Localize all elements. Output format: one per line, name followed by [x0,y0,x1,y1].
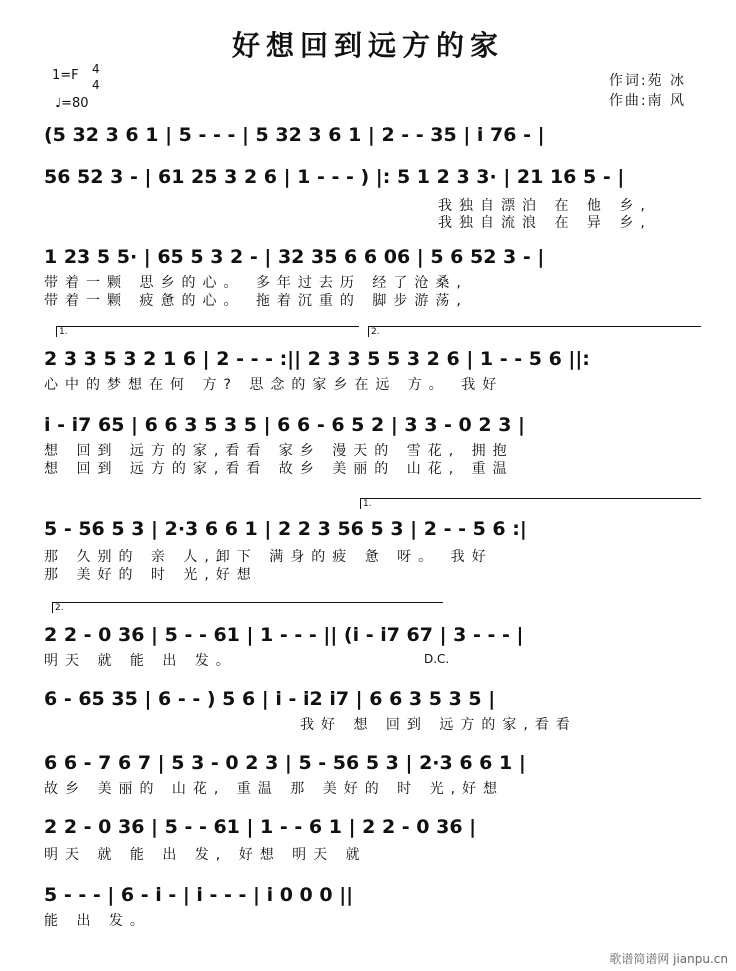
lyric-line: 那 久别的 亲 人,卸下 满身的疲 惫 呀。 我好 [44,549,493,565]
notation-row: 2 2 - 0 36 | 5 - - 61 | 1 - - 6 1 | 2 2 - 0 36 | [44,816,477,838]
time-top: 4 [92,62,100,76]
notation-row: 56 52 3 - | 61 25 3 2 6 | 1 - - - ) |: 5 1 2 3 3· | 21 16 5 - | [44,166,625,188]
notation-row: 6 6 - 7 6 7 | 5 3 - 0 2 3 | 5 - 56 5 3 | 2·3 6 6 1 | [44,752,526,774]
notation-row: (5 32 3 6 1 | 5 - - - | 5 32 3 6 1 | 2 - - 35 | i 76 - | [44,124,545,146]
notation-row: i - i7 65 | 6 6 3 5 3 5 | 6 6 - 6 5 2 | 3 3 - 0 2 3 | [44,414,525,436]
time-bottom: 4 [92,78,100,92]
volta-label: 2. [55,603,64,613]
lyric-line: 能 出 发。 [44,913,151,929]
page-title: 好想回到远方的家 [231,29,504,62]
lyric-line: 想 回到 远方的家,看看 家乡 漫天的 雪花, 拥抱 [44,443,514,459]
volta-1 [56,326,359,337]
lyric-line: 我独自流浪 在 异 乡, [438,215,652,231]
lyric-line: 我独自漂泊 在 他 乡, [438,198,652,214]
volta-2 [368,326,701,337]
lyric-line: 明天 就 能 出 发。 [44,653,237,669]
volta-1 [360,498,701,509]
lyric-line: 那 美好的 时 光,好想 [44,567,258,583]
composer: 作曲:南 风 [608,93,686,109]
key-signature: 1=F [52,68,79,83]
lyric-line: 故乡 美丽的 山花, 重温 那 美好的 时 光,好想 [44,781,505,797]
lyric-line: 心中的梦想在何 方? 思念的家乡在远 方。 我好 [44,377,504,393]
lyricist: 作词:苑 冰 [608,73,686,89]
lyric-line: 带着一颗 思乡的心。 多年过去历 经了沧桑, [44,275,468,291]
notation-row: 5 - - - | 6 - i - | i - - - | i 0 0 0 || [44,884,354,906]
notation-row: 5 - 56 5 3 | 2·3 6 6 1 | 2 2 3 56 5 3 | 2 - - 5 6 :| [44,518,527,540]
watermark: 歌谱简谱网 jianpu.cn [609,952,728,966]
notation-row: 2 3 3 5 3 2 1 6 | 2 - - - :|| 2 3 3 5 5 3 2 6 | 1 - - 5 6 ||: [44,348,590,370]
lyric-line: 我好 想 回到 远方的家,看看 [300,717,577,733]
lyric-line: 明天 就 能 出 发, 好想 明天 就 [44,847,367,863]
notation-row: 2 2 - 0 36 | 5 - - 61 | 1 - - - || (i - i7 67 | 3 - - - | [44,624,524,646]
volta-label: 2. [371,327,380,337]
da-capo-mark: D.C. [424,652,450,666]
volta-2 [52,602,443,613]
lyric-line: 想 回到 远方的家,看看 故乡 美丽的 山花, 重温 [44,461,514,477]
tempo: ♩=80 [55,96,89,111]
notation-row: 6 - 65 35 | 6 - - ) 5 6 | i - i2 i7 | 6 6 3 5 3 5 | [44,688,496,710]
lyric-line: 带着一颗 疲惫的心。 拖着沉重的 脚步游荡, [44,293,468,309]
volta-label: 1. [59,327,68,337]
notation-row: 1 23 5 5· | 65 5 3 2 - | 32 35 6 6 06 | 5 6 52 3 - | [44,246,545,268]
volta-label: 1. [363,499,372,509]
